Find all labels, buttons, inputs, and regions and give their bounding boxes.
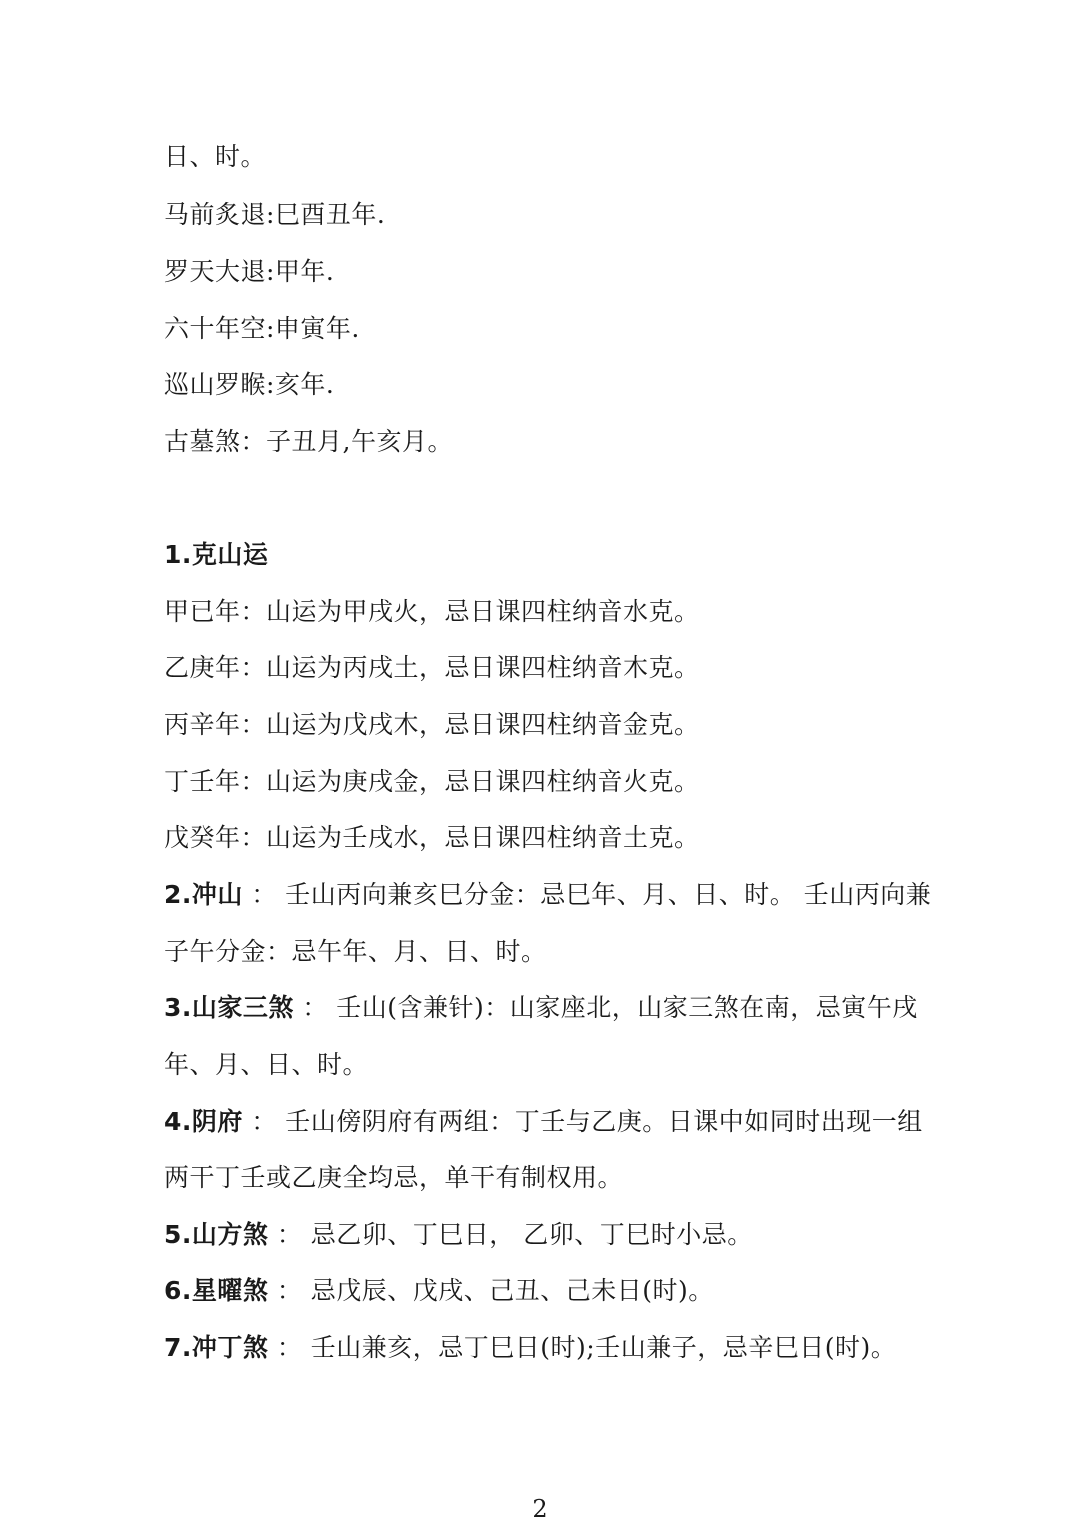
- section1-line-5: 戊癸年：山运为壬戌水，忌日课四柱纳音土克。: [164, 823, 700, 852]
- item-text: ： 忌乙卯、丁巳日， 乙卯、丁巳时小忌。: [268, 1220, 753, 1249]
- section1-line-1: 甲已年：山运为甲戌火，忌日课四柱纳音水克。: [164, 597, 700, 626]
- item-text: ： 壬山丙向兼亥巳分金：忌巳年、月、日、时。 壬山丙向兼: [242, 880, 932, 909]
- item-shan-jia-san-sha-continued: 年、月、日、时。: [164, 1050, 369, 1079]
- item-label: 2.冲山: [164, 880, 243, 909]
- item-shan-fang-sha: [164, 1218, 944, 1252]
- item-label: 6.星曜煞: [164, 1276, 269, 1305]
- item-yin-fu-continued: 两干丁壬或乙庚全均忌，单干有制权用。: [164, 1163, 624, 1192]
- item-chong-ding-sha: [164, 1331, 944, 1365]
- intro-line-3: 罗天大退:甲年.: [164, 257, 335, 286]
- intro-line-6: 古墓煞：子丑月,午亥月。: [164, 427, 453, 456]
- page-number: 2: [532, 1495, 548, 1523]
- item-label: 7.冲丁煞: [164, 1333, 269, 1362]
- item-chong-shan-continued: 子午分金：忌午年、月、日、时。: [164, 937, 547, 966]
- item-label: 4.阴府: [164, 1107, 243, 1136]
- section-heading-ke-shan-yun: 1.克山运: [164, 540, 269, 569]
- item-yin-fu: [164, 1105, 944, 1139]
- item-shan-jia-san-sha: [164, 991, 944, 1025]
- section1-line-2: 乙庚年：山运为丙戌土，忌日课四柱纳音木克。: [164, 653, 700, 682]
- item-text: ： 壬山兼亥，忌丁巳日(时);壬山兼子，忌辛巳日(时)。: [268, 1333, 897, 1362]
- item-text: ： 壬山(含兼针)：山家座北，山家三煞在南，忌寅午戌: [293, 993, 918, 1022]
- intro-line-5: 巡山罗睺:亥年.: [164, 370, 335, 399]
- item-xing-yao-sha: [164, 1274, 944, 1308]
- item-label: 3.山家三煞: [164, 993, 294, 1022]
- section1-line-3: 丙辛年：山运为戊戌木，忌日课四柱纳音金克。: [164, 710, 700, 739]
- item-label: 5.山方煞: [164, 1220, 269, 1249]
- item-text: ： 忌戊辰、戊戌、己丑、己未日(时)。: [268, 1276, 714, 1305]
- item-chong-shan: [164, 878, 944, 912]
- section1-line-4: 丁壬年：山运为庚戌金，忌日课四柱纳音火克。: [164, 767, 700, 796]
- intro-line-2: 马前炙退:巳酉丑年.: [164, 200, 386, 229]
- intro-line-4: 六十年空:申寅年.: [164, 314, 360, 343]
- item-text: ： 壬山傍阴府有两组：丁壬与乙庚。日课中如同时出现一组: [242, 1107, 923, 1136]
- intro-line-1: 日、时。: [164, 142, 267, 171]
